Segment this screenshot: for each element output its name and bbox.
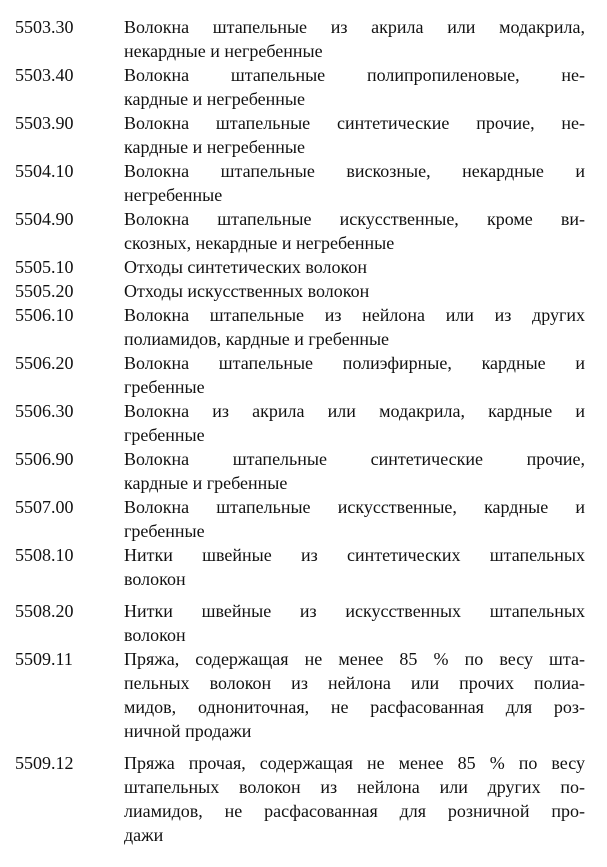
description-line: мидов, однониточная, не расфасованная для роз- (124, 697, 585, 717)
description-line: Волокна штапельные синтетические прочие, (124, 449, 585, 469)
hs-description (124, 15, 585, 63)
description-line: Волокна штапельные искусственные, кардные и (124, 497, 585, 517)
list-item (15, 447, 585, 495)
hs-description (124, 647, 585, 743)
hs-description (124, 543, 585, 591)
description-line: Волокна штапельные синтетические прочие, не- (124, 113, 585, 133)
list-item (15, 751, 585, 847)
hs-code: 5509.12 (15, 753, 74, 773)
description-line: гребенные (124, 425, 205, 445)
hs-code: 5505.10 (15, 257, 74, 277)
description-line: Пряжа, содержащая не менее 85 % по весу шта- (124, 649, 585, 669)
hs-code: 5504.90 (15, 209, 74, 229)
hs-description (124, 751, 585, 847)
hs-code: 5503.30 (15, 17, 74, 37)
hs-description (124, 111, 585, 159)
list-item (15, 351, 585, 399)
list-item (15, 207, 585, 255)
hs-description (124, 279, 585, 303)
description-line: пельных волокон из нейлона или прочих полиа- (124, 673, 585, 693)
hs-code: 5506.30 (15, 401, 74, 421)
hs-code: 5506.10 (15, 305, 74, 325)
description-line: Пряжа прочая, содержащая не менее 85 % по весу (124, 753, 585, 773)
description-line: некардные и негребенные (124, 41, 323, 61)
hs-description (124, 303, 585, 351)
hs-code: 5508.10 (15, 545, 74, 565)
description-line: гребенные (124, 377, 205, 397)
description-line: ничной продажи (124, 721, 252, 741)
hs-code: 5506.90 (15, 449, 74, 469)
list-item (15, 111, 585, 159)
hs-code: 5508.20 (15, 601, 74, 621)
list-item (15, 15, 585, 63)
description-line: Отходы синтетических волокон (124, 257, 367, 277)
description-line: Отходы искусственных волокон (124, 281, 370, 301)
description-line: Нитки швейные из синтетических штапельных (124, 545, 585, 565)
list-item (15, 495, 585, 543)
description-line: кардные и негребенные (124, 137, 305, 157)
description-line: дажи (124, 825, 164, 845)
hs-code: 5507.00 (15, 497, 74, 517)
list-item (15, 303, 585, 351)
hs-description (124, 447, 585, 495)
description-line: гребенные (124, 521, 205, 541)
description-line: кардные и гребенные (124, 473, 288, 493)
hs-description (124, 351, 585, 399)
list-item (15, 543, 585, 591)
description-line: Волокна штапельные из нейлона или из других (124, 305, 585, 325)
list-item (15, 279, 585, 303)
description-line: скозных, некардные и негребенные (124, 233, 395, 253)
description-line: Волокна из акрила или модакрила, кардные и (124, 401, 585, 421)
description-line: негребенные (124, 185, 223, 205)
list-item (15, 63, 585, 111)
description-line: Волокна штапельные искусственные, кроме ви- (124, 209, 585, 229)
list-item (15, 647, 585, 743)
description-line: полиамидов, кардные и гребенные (124, 329, 390, 349)
hs-description (124, 159, 585, 207)
hs-description (124, 63, 585, 111)
description-line: Волокна штапельные полипропиленовые, не- (124, 65, 585, 85)
list-item (15, 599, 585, 647)
hs-code: 5503.90 (15, 113, 74, 133)
description-line: штапельных волокон из нейлона или других по- (124, 777, 585, 797)
hs-code: 5505.20 (15, 281, 74, 301)
description-line: Волокна штапельные вискозные, некардные и (124, 161, 585, 181)
hs-code: 5504.10 (15, 161, 74, 181)
hs-code: 5506.20 (15, 353, 74, 373)
description-line: волокон (124, 625, 186, 645)
hs-code: 5509.11 (15, 649, 73, 669)
hs-description (124, 599, 585, 647)
hs-description (124, 207, 585, 255)
list-item (15, 159, 585, 207)
description-line: Волокна штапельные полиэфирные, кардные и (124, 353, 585, 373)
description-line: волокон (124, 569, 186, 589)
list-item (15, 399, 585, 447)
description-line: кардные и негребенные (124, 89, 305, 109)
list-item (15, 255, 585, 279)
description-line: Волокна штапельные из акрила или модакрила, (124, 17, 585, 37)
hs-code: 5503.40 (15, 65, 74, 85)
hs-description (124, 399, 585, 447)
description-line: Нитки швейные из искусственных штапельных (124, 601, 585, 621)
hs-description (124, 495, 585, 543)
description-line: лиамидов, не расфасованная для розничной про- (124, 801, 585, 821)
hs-description (124, 255, 585, 279)
